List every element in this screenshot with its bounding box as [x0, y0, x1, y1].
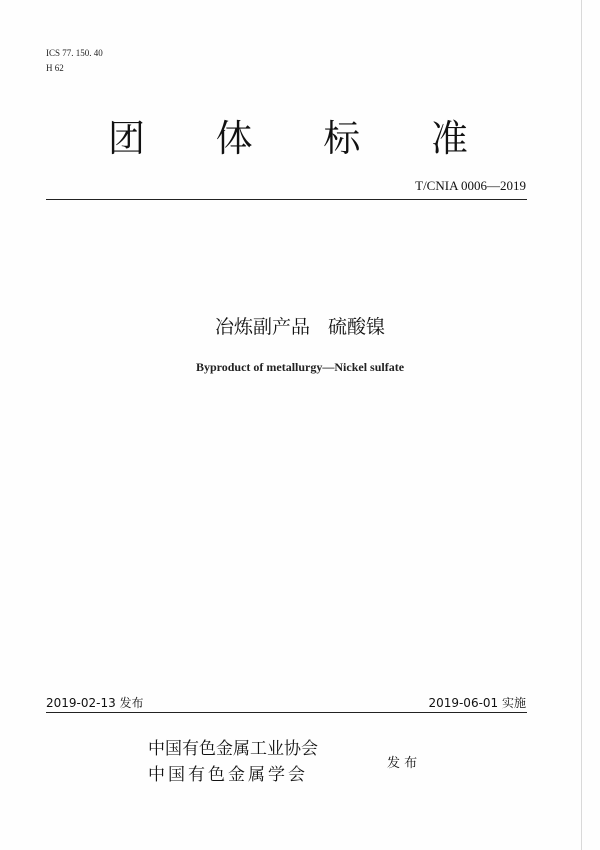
- standard-number: T/CNIA 0006—2019: [415, 178, 526, 193]
- doc-type-char: 准: [430, 117, 468, 160]
- publish-date: 2019-02-13 发布: [46, 696, 144, 710]
- ics-code: ICS 77. 150. 40: [46, 48, 103, 58]
- classification-codes: [46, 46, 103, 76]
- chinese-title: 冶炼副产品 硫酸镍: [214, 316, 386, 338]
- publisher-org-2: 中国有色金属学会: [148, 765, 308, 785]
- doc-type-char: 体: [215, 117, 253, 160]
- english-title: Byproduct of metallurgy—Nickel sulfate: [195, 360, 405, 374]
- ccs-code: H 62: [46, 63, 64, 73]
- document-type-heading: [108, 108, 468, 162]
- top-divider: [46, 199, 527, 200]
- publisher-org-1: 中国有色金属工业协会: [148, 739, 318, 759]
- doc-type-char: 团: [108, 117, 145, 160]
- issued-label: 发 布: [387, 756, 418, 771]
- scan-edge-line: [581, 0, 582, 850]
- implementation-date: 2019-06-01 实施: [428, 696, 526, 710]
- doc-type-char: 标: [323, 117, 361, 160]
- bottom-divider: [46, 712, 527, 713]
- publisher-block: [148, 736, 318, 788]
